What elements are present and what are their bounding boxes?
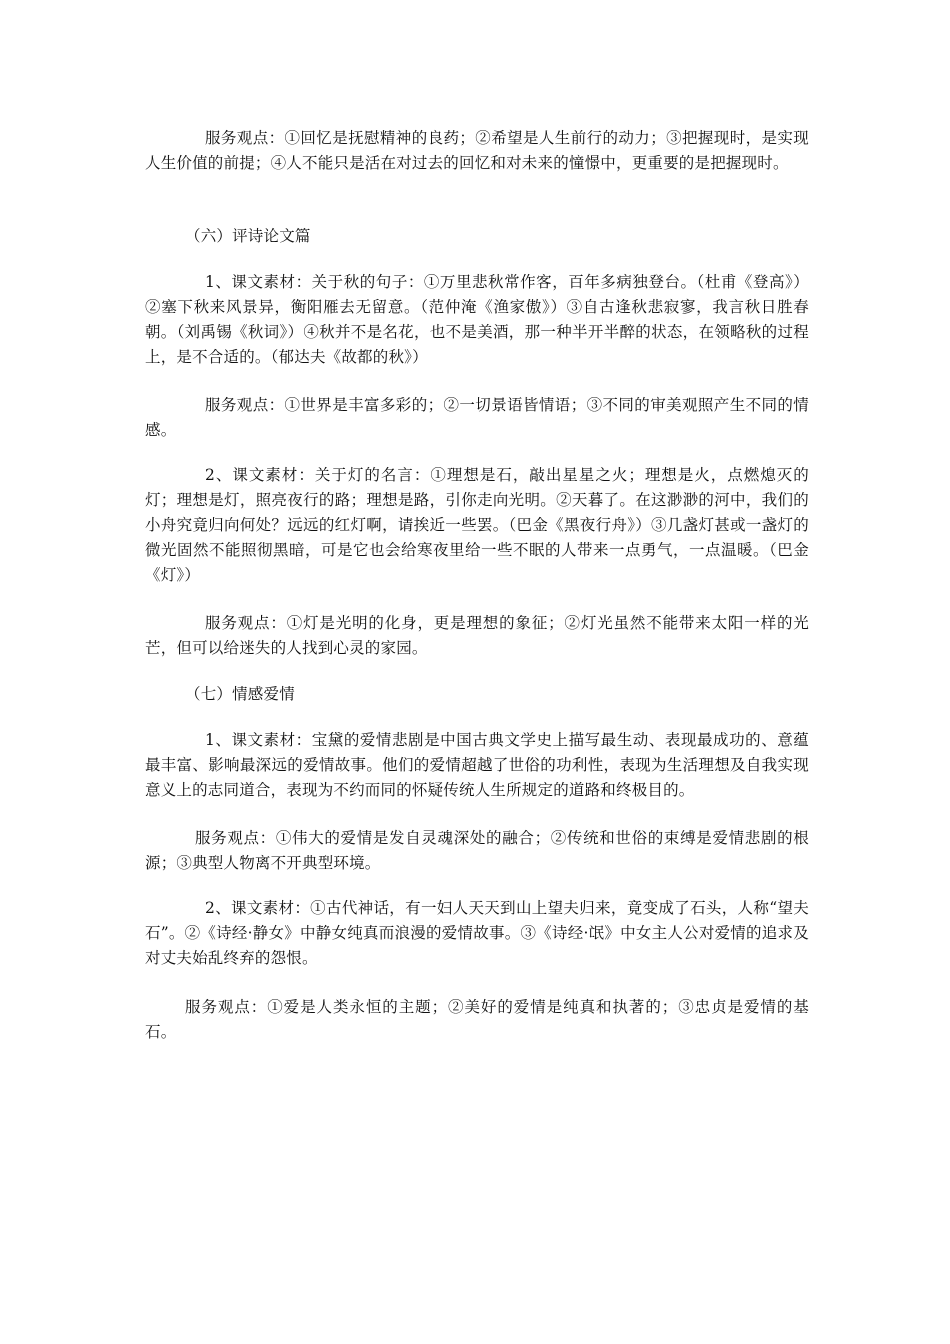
material-lamp-quotes: 2、课文素材：关于灯的名言：①理想是石，敲出星星之火；理想是火，点燃熄灭的灯；理想是灯，照亮夜行的路；理想是路，引你走向光明。②天暮了。在这渺渺的河中，我们的小舟究竟归向何处？远远的红灯啊，请挨近一些罢。（巴金《黑夜行舟》）③几盏灯甚或一盏灯的微光固然不能照彻黑暗，可是它也会给寒夜里给一些不眠的人带来一点勇气，一点温暖。（巴金《灯》） (145, 466, 809, 584)
service-viewpoint-autumn: 服务观点：①世界是丰富多彩的；②一切景语皆情语；③不同的审美观照产生不同的情感。 (145, 396, 809, 439)
material-baodai-love: 1、课文素材：宝黛的爱情悲剧是中国古典文学史上描写最生动、表现最成功的、意蕴最丰富、影响最深远的爱情故事。他们的爱情超越了世俗的功利性，表现为生活理想及自我实现意义上的志同道合，表现为不约而同的怀疑传统人生所规定的道路和终极目的。 (145, 731, 809, 799)
section-heading-love: （七）情感爱情 (185, 685, 295, 703)
service-viewpoint-lamp: 服务观点：①灯是光明的化身，更是理想的象征；②灯光虽然不能带来太阳一样的光芒，但可以给迷失的人找到心灵的家园。 (145, 614, 809, 657)
material-autumn-quotes: 1、课文素材：关于秋的句子：①万里悲秋常作客，百年多病独登台。（杜甫《登高》）②塞下秋来风景异，衡阳雁去无留意。（范仲淹《渔家傲》）③自古逢秋悲寂寥，我言秋日胜春朝。（刘禹锡《秋词》）④秋并不是名花，也不是美酒，那一种半开半醉的状态，在领略秋的过程上，是不合适的。（郁达夫《故都的秋》） (145, 273, 809, 366)
material-love-stories: 2、课文素材：①古代神话，有一妇人天天到山上望夫归来，竟变成了石头，人称“望夫石”。②《诗经·静女》中静女纯真而浪漫的爱情故事。③《诗经·氓》中女主人公对爱情的追求及对丈夫始乱终弃的怨恨。 (145, 899, 809, 967)
service-viewpoint-memory: 服务观点：①回忆是抚慰精神的良药；②希望是人生前行的动力；③把握现时，是实现人生价值的前提；④人不能只是活在对过去的回忆和对未来的憧憬中，更重要的是把握现时。 (145, 129, 809, 172)
service-viewpoint-love: 服务观点：①爱是人类永恒的主题；②美好的爱情是纯真和执著的；③忠贞是爱情的基石。 (145, 998, 809, 1041)
service-viewpoint-baodai: 服务观点：①伟大的爱情是发自灵魂深处的融合；②传统和世俗的束缚是爱情悲剧的根源；③典型人物离不开典型环境。 (145, 829, 809, 872)
section-heading-poetry-review: （六）评诗论文篇 (185, 227, 311, 245)
